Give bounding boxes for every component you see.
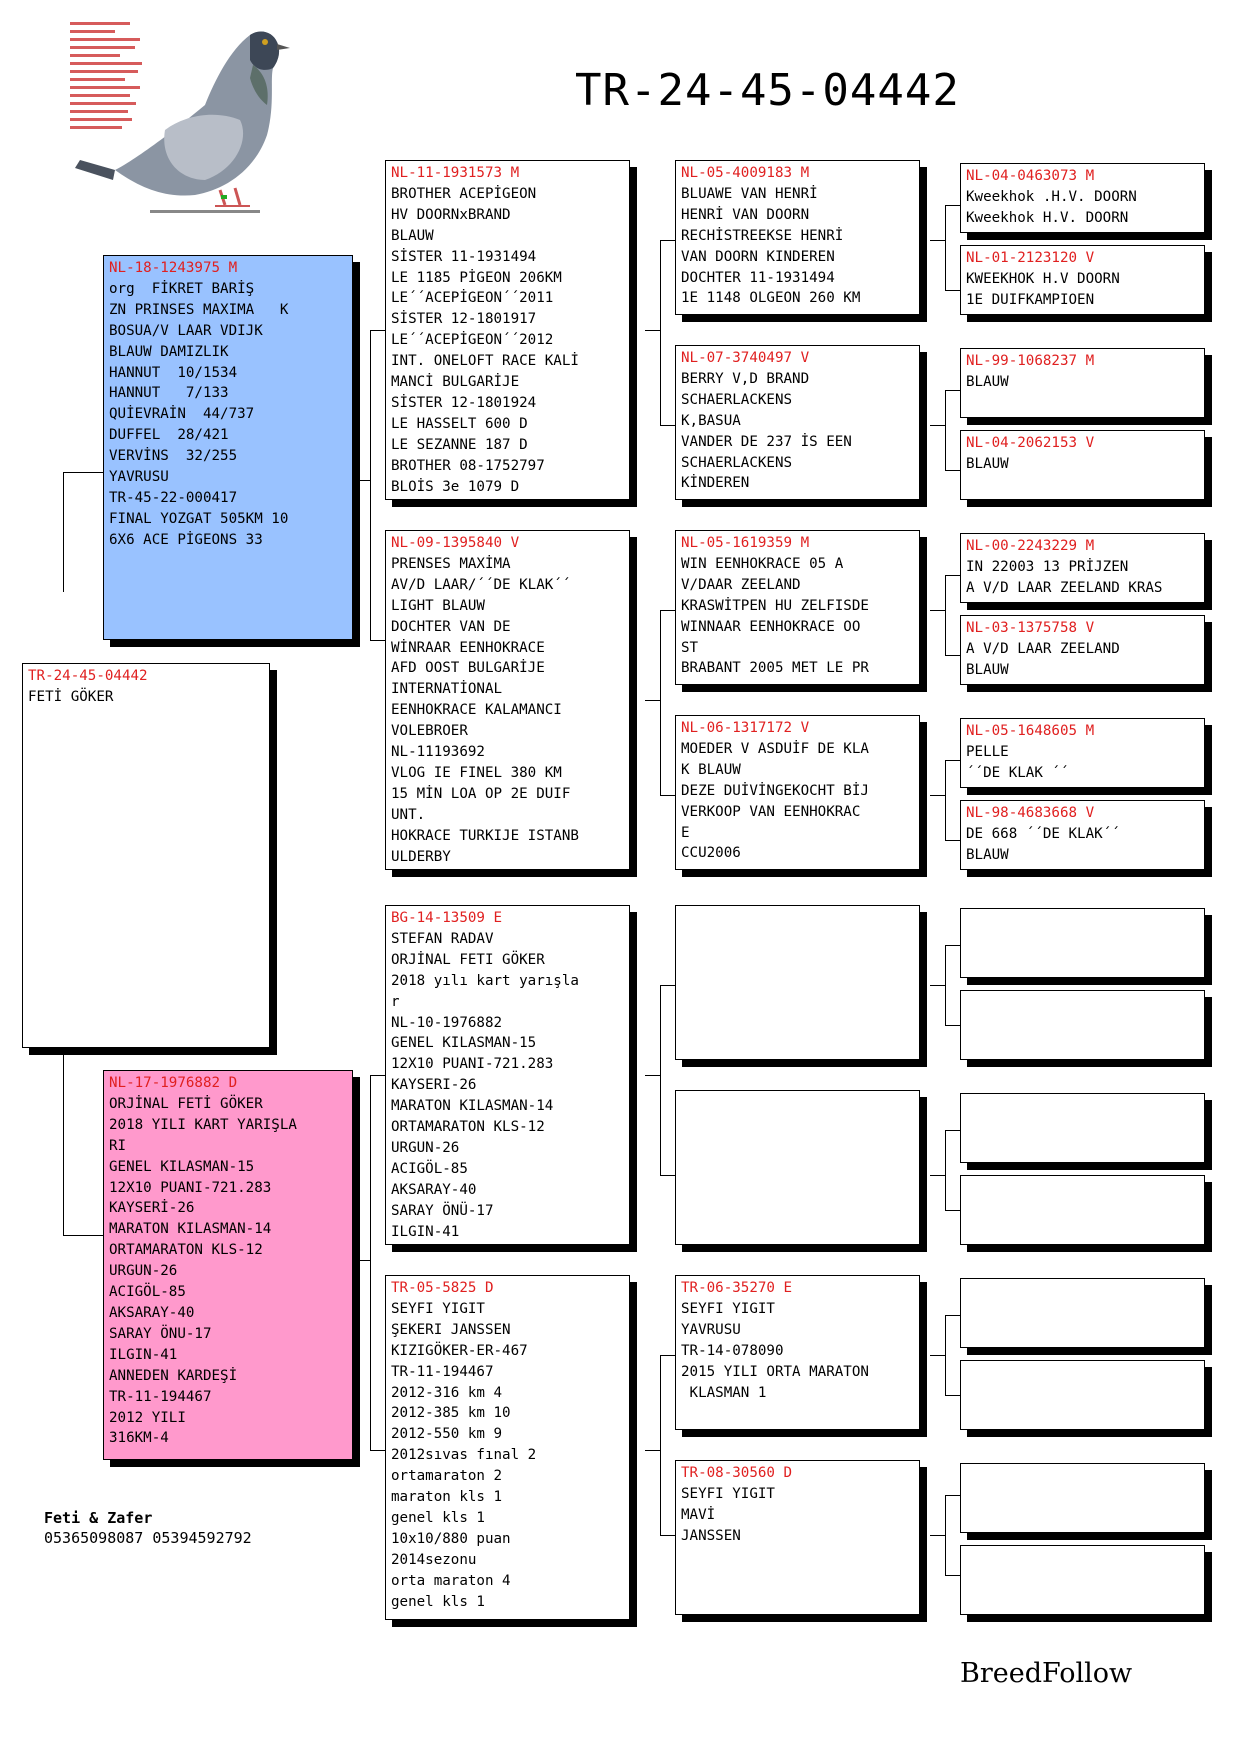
info-line: SEYFI YIGIT [681,1485,775,1502]
info-line: 2012 YILI [109,1409,186,1426]
info-line: FINAL YOZGAT 505KM 10 [109,510,289,527]
info-line: AV/D LAAR/´´DE KLAK´´ [391,576,571,593]
ring-number: NL-00-2243229 M [966,538,1095,554]
info-line: 12X10 PUANI-721.283 [109,1179,272,1196]
info-line: genel kls 1 [391,1509,485,1526]
info-line: V/DAAR ZEELAND [681,576,801,593]
info-line: r [391,993,400,1010]
great-grandparent-card[interactable] [675,715,920,870]
info-line: ACIGÖL-85 [109,1284,186,1301]
ring-number: NL-05-1648605 M [966,723,1095,739]
info-line: genel kls 1 [391,1593,485,1610]
info-line: HV DOORNxBRAND [391,206,511,223]
ring-number: BG-14-13509 E [391,910,503,926]
great-grandparent-card-empty[interactable] [675,905,920,1060]
info-line: 2012-550 km 9 [391,1426,503,1443]
info-line: SİSTER 11-1931494 [391,248,537,265]
info-line: NL-10-1976882 [391,1014,503,1031]
info-line: WIN EENHOKRACE 05 A [681,555,844,572]
info-line: maraton kls 1 [391,1489,503,1506]
info-line: 2012-385 km 10 [391,1405,511,1422]
info-line: ACIGÖL-85 [391,1160,468,1177]
info-line: LE SEZANNE 187 D [391,436,528,453]
info-line: ST [681,639,699,656]
ancestor-card[interactable] [960,718,1205,788]
ring-number: TR-24-45-04442 [28,668,148,684]
ring-number: NL-98-4683668 V [966,805,1095,821]
info-line: MOEDER V ASDUİF DE KLA [681,740,869,757]
info-line: SİSTER 12-1801917 [391,311,537,328]
info-line: GENEL KILASMAN-15 [391,1035,537,1052]
ring-number: NL-17-1976882 D [109,1075,238,1091]
ancestor-card-empty[interactable] [960,1175,1205,1245]
info-line: YAVRUSU [681,1321,741,1338]
info-line: MAVİ [681,1506,716,1523]
great-grandparent-card[interactable] [675,160,920,315]
great-grandparent-card-empty[interactable] [675,1090,920,1245]
info-line: AKSARAY-40 [109,1304,195,1321]
info-line: ZN PRINSES MAXIMA K [109,301,289,318]
info-line: INTERNATİONAL [391,681,503,698]
ancestor-card-empty[interactable] [960,990,1205,1060]
info-line: MANCİ BULGARİJE [391,374,520,391]
father-card[interactable] [103,255,353,640]
info-line: LE HASSELT 600 D [391,415,528,432]
info-line: PRENSES MAXİMA [391,555,511,572]
info-line: BLAUW [391,227,434,244]
ring-number: NL-99-1068237 M [966,353,1095,369]
info-line: org FİKRET BARİŞ [109,280,255,297]
owner-phone: 05365098087 05394592792 [44,1529,252,1547]
ring-number: NL-03-1375758 V [966,620,1095,636]
info-line: ANNEDEN KARDEŞİ [109,1367,238,1384]
ancestor-card-empty[interactable] [960,1093,1205,1163]
info-line: WİNRAAR EENHOKRACE [391,639,545,656]
info-line: K BLAUW [681,761,741,778]
brand-logo: BreedFollow [960,1658,1133,1689]
owner-name: Feti & Zafer [44,1509,153,1527]
info-line: TR-14-078090 [681,1342,784,1359]
info-line: AKSARAY-40 [391,1181,477,1198]
info-line: QUİEVRAİN 44/737 [109,406,255,423]
info-line: 15 MİN LOA OP 2E DUIF [391,785,571,802]
info-line: KAYSERİ-26 [109,1200,195,1217]
info-line: DEZE DUİVİNGEKOCHT BİJ [681,782,869,799]
info-line: 2018 yılı kart yarışla [391,972,579,989]
ancestor-card[interactable] [960,800,1205,870]
info-line: A V/D LAAR ZEELAND [966,640,1120,657]
info-line: 10x10/880 puan [391,1530,511,1547]
ancestor-card-empty[interactable] [960,1545,1205,1615]
info-line: URGUN-26 [109,1263,178,1280]
info-line: MARATON KILASMAN-14 [109,1221,272,1238]
ancestor-card[interactable] [960,430,1205,500]
info-line: ortamaraton 2 [391,1468,503,1485]
info-line: BROTHER ACEPİGEON [391,185,537,202]
info-line: SARAY ÖNU-17 [109,1325,212,1342]
info-line: HANNUT 10/1534 [109,364,238,381]
info-line: ORJİNAL FETİ GÖKER [109,1095,263,1112]
ancestor-card[interactable] [960,615,1205,685]
info-line: BLAUW [966,661,1009,678]
info-line: SCHAERLACKENS [681,454,793,471]
info-line: SİSTER 12-1801924 [391,394,537,411]
info-line: Kweekhok .H.V. DOORN [966,188,1137,205]
info-line: WINNAAR EENHOKRACE OO [681,618,861,635]
info-line: KRASWİTPEN HU ZELFISDE [681,597,869,614]
ring-number: NL-05-4009183 M [681,165,810,181]
info-line: BRABANT 2005 MET LE PR [681,660,869,677]
info-line: ILGIN-41 [391,1223,460,1240]
info-line: BERRY V,D BRAND [681,370,810,387]
ancestor-card-empty[interactable] [960,908,1205,978]
ring-number: NL-06-1317172 V [681,720,810,736]
ring-number: TR-08-30560 D [681,1465,793,1481]
info-line: TR-11-194467 [391,1363,494,1380]
info-line: RECHİSTREEKSE HENRİ [681,227,844,244]
info-line: BLOİS 3e 1079 D [391,478,520,495]
info-line: 2012-316 km 4 [391,1384,503,1401]
info-line: BLAUW [966,846,1009,863]
info-line: IN 22003 13 PRİJZEN [966,558,1129,575]
ring-number: NL-05-1619359 M [681,535,810,551]
info-line: ILGIN-41 [109,1346,178,1363]
info-line: DE 668 ´´DE KLAK´´ [966,825,1120,842]
info-line: LIGHT BLAUW [391,597,485,614]
info-line: 1E DUIFKAMPIOEN [966,291,1095,308]
info-line: LE 1185 PİGEON 206KM [391,269,562,286]
ring-number: NL-01-2123120 V [966,250,1095,266]
info-line: VLOG IE FINEL 380 KM [391,764,562,781]
info-line: 2014sezonu [391,1551,477,1568]
info-line: BLAUW [966,455,1009,472]
ring-number: NL-04-2062153 V [966,435,1095,451]
info-line: BLUAWE VAN HENRİ [681,185,818,202]
ancestor-card[interactable] [960,163,1205,233]
owner-info [44,1508,252,1548]
info-line: 12X10 PUANI-721.283 [391,1056,554,1073]
info-line: ORTAMARATON KLS-12 [109,1242,263,1259]
ancestor-card[interactable] [960,245,1205,315]
ring-number: NL-18-1243975 M [109,260,238,276]
info-line: EENHOKRACE KALAMANCI [391,702,562,719]
info-line: A V/D LAAR ZEELAND KRAS [966,579,1163,596]
info-line: SEYFI YIGIT [681,1300,775,1317]
info-line: MARATON KILASMAN-14 [391,1098,554,1115]
info-line: TR-11-194467 [109,1388,212,1405]
pigeon-photo [55,10,315,225]
ring-number: TR-05-5825 D [391,1280,494,1296]
info-line: 2018 YILI KART YARIŞLA [109,1116,297,1133]
info-line: GENEL KILASMAN-15 [109,1158,255,1175]
info-line: ORJİNAL FETI GÖKER [391,951,545,968]
info-line: KİNDEREN [681,475,750,492]
info-line: VOLEBROER [391,723,468,740]
info-line: KIZIGÖKER-ER-467 [391,1342,528,1359]
info-line: 2015 YILI ORTA MARATON [681,1363,869,1380]
grandmother-paternal-card[interactable] [385,530,630,870]
grandfather-paternal-card[interactable] [385,160,630,500]
info-line: LE´´ACEPİGEON´´2012 [391,332,554,349]
subject-card[interactable] [22,663,270,1048]
info-line: DOCHTER VAN DE [391,618,511,635]
info-line: HOKRACE TURKIJE ISTANB [391,827,579,844]
great-grandparent-card[interactable] [675,1460,920,1615]
info-line: RI [109,1137,127,1154]
info-line: ŞEKERI JANSSEN [391,1321,511,1338]
info-line: DUFFEL 28/421 [109,427,229,444]
info-line: INT. ONELOFT RACE KALİ [391,353,579,370]
info-line: NL-11193692 [391,744,485,761]
info-line: SCHAERLACKENS [681,391,793,408]
info-line: SEYFI YIGIT [391,1300,485,1317]
info-line: SARAY ÖNÜ-17 [391,1202,494,1219]
info-line: orta maraton 4 [391,1572,511,1589]
info-line: KWEEKHOK H.V DOORN [966,270,1120,287]
info-line: KAYSERI-26 [391,1077,477,1094]
info-line: VANDER DE 237 İS EEN [681,433,852,450]
info-line: YAVRUSU [109,469,169,486]
info-line: HENRİ VAN DOORN [681,206,810,223]
info-line: LE´´ACEPİGEON´´2011 [391,290,554,307]
info-line: E [681,824,690,841]
info-line: BROTHER 08-1752797 [391,457,545,474]
info-line: URGUN-26 [391,1139,460,1156]
info-line: KLASMAN 1 [681,1384,767,1401]
info-line: ORTAMARATON KLS-12 [391,1119,545,1136]
info-line: ULDERBY [391,848,451,865]
great-grandparent-card[interactable] [675,1275,920,1430]
info-line: ´´DE KLAK ´´ [966,764,1069,781]
info-line: BLAUW [966,373,1009,390]
info-line: 2012sıvas fınal 2 [391,1447,537,1464]
ancestor-card-empty[interactable] [960,1463,1205,1533]
ancestor-card-empty[interactable] [960,1278,1205,1348]
info-line: VERVİNS 32/255 [109,448,238,465]
grandfather-maternal-card[interactable] [385,905,630,1245]
info-line: JANSSEN [681,1527,741,1544]
info-line: 316KM-4 [109,1430,169,1447]
ancestor-card[interactable] [960,533,1205,603]
info-line: STEFAN RADAV [391,930,494,947]
info-line: K,BASUA [681,412,741,429]
info-line: DOCHTER 11-1931494 [681,269,835,286]
info-line: 1E 1148 OLGEON 260 KM [681,290,861,307]
ancestor-card[interactable] [960,348,1205,418]
grandmother-maternal-card[interactable] [385,1275,630,1620]
ring-number: NL-07-3740497 V [681,350,810,366]
info-line: VAN DOORN KINDEREN [681,248,835,265]
info-line: 6X6 ACE PİGEONS 33 [109,531,263,548]
info-line: CCU2006 [681,845,741,862]
great-grandparent-card[interactable] [675,345,920,500]
info-line: VERKOOP VAN EENHOKRAC [681,803,861,820]
info-line: HANNUT 7/133 [109,385,229,402]
info-line: TR-45-22-000417 [109,489,238,506]
page-title: TR-24-45-04442 [575,65,960,116]
info-line: FETİ GÖKER [28,688,114,705]
ring-number: NL-09-1395840 V [391,535,520,551]
ring-number: TR-06-35270 E [681,1280,793,1296]
info-line: Kweekhok H.V. DOORN [966,209,1129,226]
info-line: AFD OOST BULGARİJE [391,660,545,677]
info-line: UNT. [391,806,426,823]
mother-card[interactable] [103,1070,353,1460]
info-line: BOSUA/V LAAR VDIJK [109,322,263,339]
great-grandparent-card[interactable] [675,530,920,685]
ancestor-card-empty[interactable] [960,1360,1205,1430]
ring-number: NL-11-1931573 M [391,165,520,181]
ring-number: NL-04-0463073 M [966,168,1095,184]
info-line: PELLE [966,743,1009,760]
info-line: BLAUW DAMIZLIK [109,343,229,360]
